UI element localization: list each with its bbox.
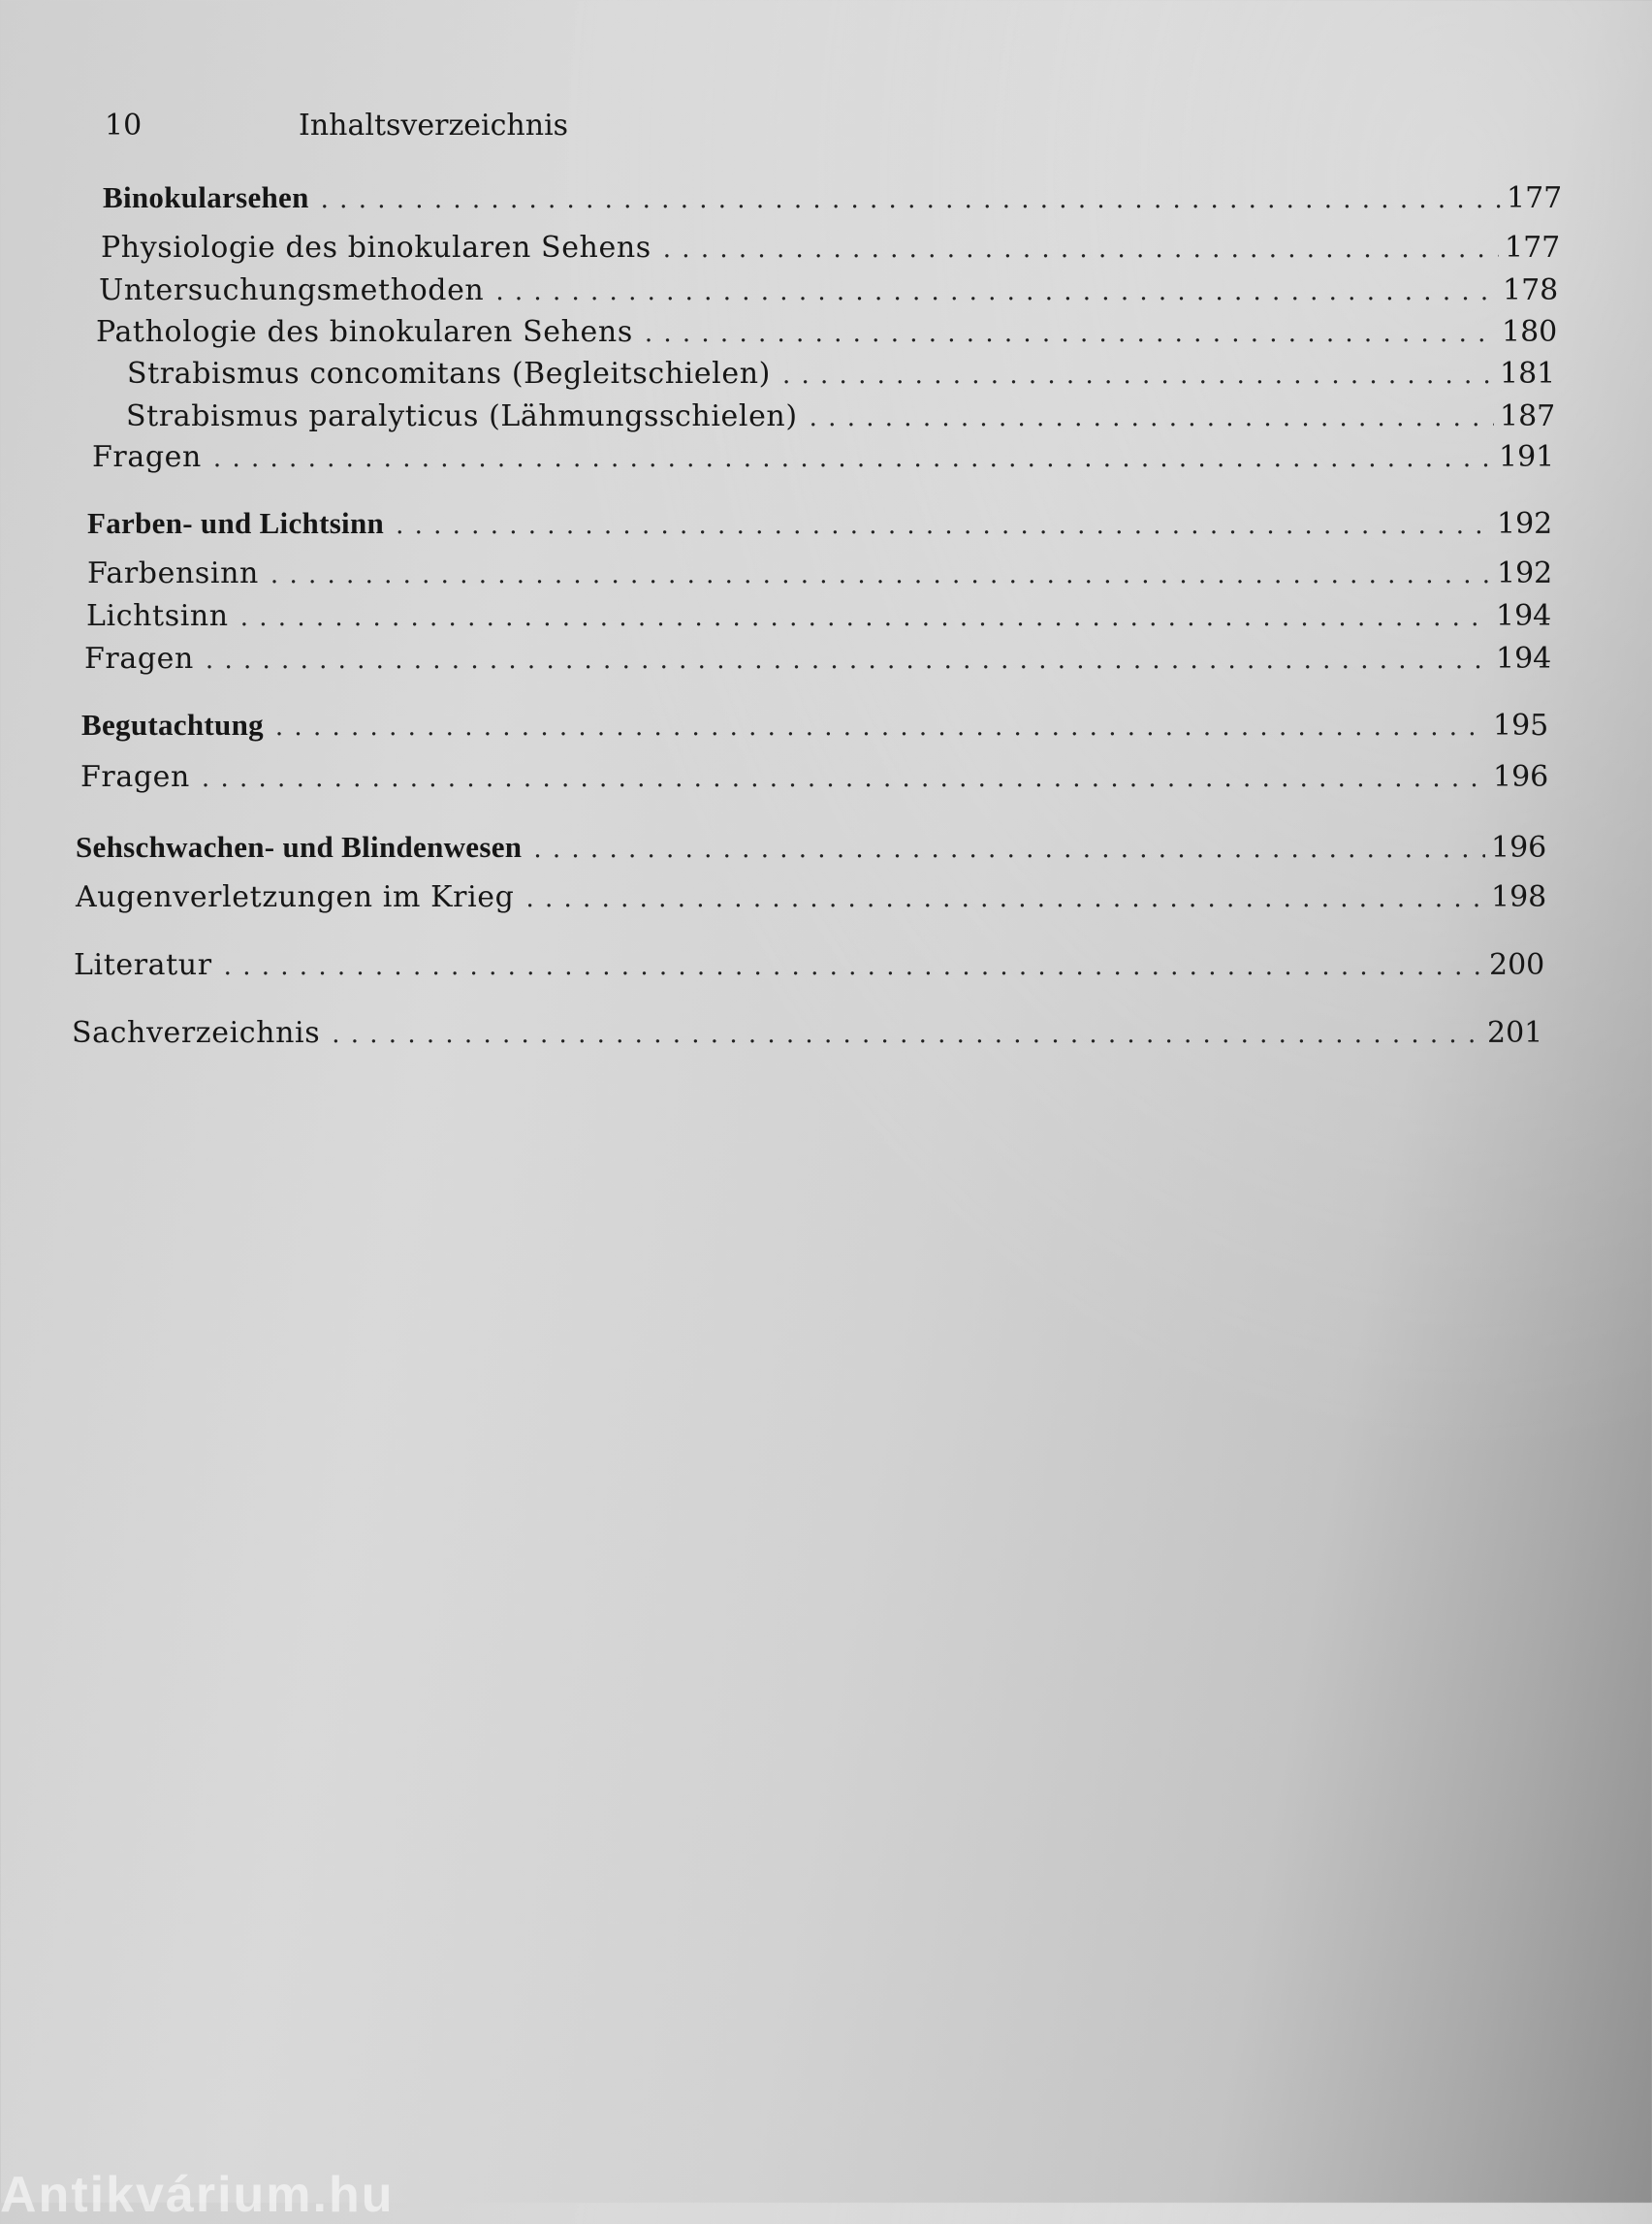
toc-entry-page: 192 — [1497, 507, 1553, 541]
toc-entry[interactable] — [74, 946, 1543, 986]
toc-entry[interactable] — [103, 178, 1561, 219]
toc-entry-page: 200 — [1489, 948, 1545, 982]
dot-leader — [240, 598, 1490, 637]
toc-entry-page: 196 — [1493, 760, 1549, 794]
toc-entry[interactable] — [92, 438, 1553, 478]
toc-entry[interactable] — [101, 229, 1559, 269]
dot-leader — [270, 556, 1491, 594]
watermark: Antikvárium.hu — [0, 2167, 395, 2223]
toc-entry-title: Sehschwachen- und Blindenwesen — [76, 830, 523, 864]
toc-entry-title: Fragen — [92, 440, 202, 474]
dot-leader — [782, 356, 1494, 395]
toc-entry-title: Farben- und Lichtsinn — [87, 506, 385, 540]
toc-entry-page: 192 — [1497, 556, 1553, 590]
toc-entry-title: Fragen — [84, 642, 194, 676]
toc-entry-title: Farbensinn — [87, 556, 259, 590]
toc-entry-page: 196 — [1491, 831, 1547, 865]
toc-entry-page: 191 — [1499, 440, 1555, 474]
toc-entry-title: Literatur — [74, 948, 212, 982]
toc-entry[interactable] — [87, 555, 1551, 594]
dot-leader — [533, 830, 1485, 869]
toc-entry[interactable] — [126, 397, 1554, 437]
toc-entry-title: Begutachtung — [81, 708, 264, 742]
toc-entry-title: Physiologie des binokularen Sehens — [101, 231, 651, 265]
toc-entry[interactable] — [81, 706, 1547, 747]
toc-entry-page: 195 — [1493, 709, 1549, 743]
toc-entry-page: 180 — [1502, 315, 1558, 349]
dot-leader — [206, 641, 1490, 680]
dot-leader — [396, 506, 1491, 545]
toc-entry-page: 187 — [1500, 399, 1556, 433]
toc-entry[interactable] — [72, 1014, 1541, 1054]
toc-entry[interactable] — [96, 313, 1556, 353]
dot-leader — [202, 759, 1487, 798]
toc-entry-page: 201 — [1487, 1016, 1543, 1050]
dot-leader — [495, 272, 1497, 311]
toc-entry-title: Strabismus paralyticus (Lähmungsschielen) — [126, 399, 798, 433]
toc-entry-title: Pathologie des binokularen Sehens — [96, 315, 633, 349]
dot-leader — [810, 398, 1494, 437]
toc-entry-page: 177 — [1505, 231, 1561, 265]
toc-entry[interactable] — [84, 640, 1550, 680]
toc-entry[interactable] — [76, 828, 1545, 869]
toc-entry[interactable] — [80, 758, 1547, 798]
toc-entry-page: 194 — [1496, 599, 1552, 633]
toc-entry-page: 198 — [1491, 880, 1547, 914]
toc-entry[interactable] — [127, 355, 1554, 395]
toc-entry[interactable] — [87, 504, 1551, 545]
dot-leader — [321, 180, 1501, 219]
dot-leader — [213, 439, 1493, 478]
toc-entry-title: Lichtsinn — [86, 599, 229, 633]
toc-entry[interactable] — [99, 271, 1557, 311]
toc-entry-title: Binokularsehen — [103, 180, 309, 214]
page-number: 10 — [105, 109, 143, 143]
toc-entry-page: 181 — [1500, 357, 1556, 391]
dot-leader — [645, 314, 1496, 353]
toc-entry-title: Untersuchungsmethoden — [99, 273, 485, 307]
toc-entry-title: Strabismus concomitans (Begleitschielen) — [127, 357, 771, 391]
dot-leader — [525, 879, 1485, 918]
toc-entry[interactable] — [76, 878, 1545, 918]
dot-leader — [332, 1015, 1481, 1054]
toc-entry-page: 194 — [1496, 642, 1552, 676]
toc-entry-title: Fragen — [80, 760, 190, 794]
toc-entry-page: 177 — [1507, 181, 1563, 215]
running-title: Inhaltsverzeichnis — [299, 109, 569, 143]
toc-entry[interactable] — [86, 597, 1550, 637]
toc-entry-page: 178 — [1503, 273, 1559, 307]
toc-entry-title: Augenverletzungen im Krieg — [76, 880, 515, 914]
toc-entry-title: Sachverzeichnis — [72, 1016, 321, 1050]
running-head — [105, 109, 568, 143]
dot-leader — [224, 947, 1483, 986]
dot-leader — [663, 230, 1499, 269]
dot-leader — [275, 708, 1487, 747]
